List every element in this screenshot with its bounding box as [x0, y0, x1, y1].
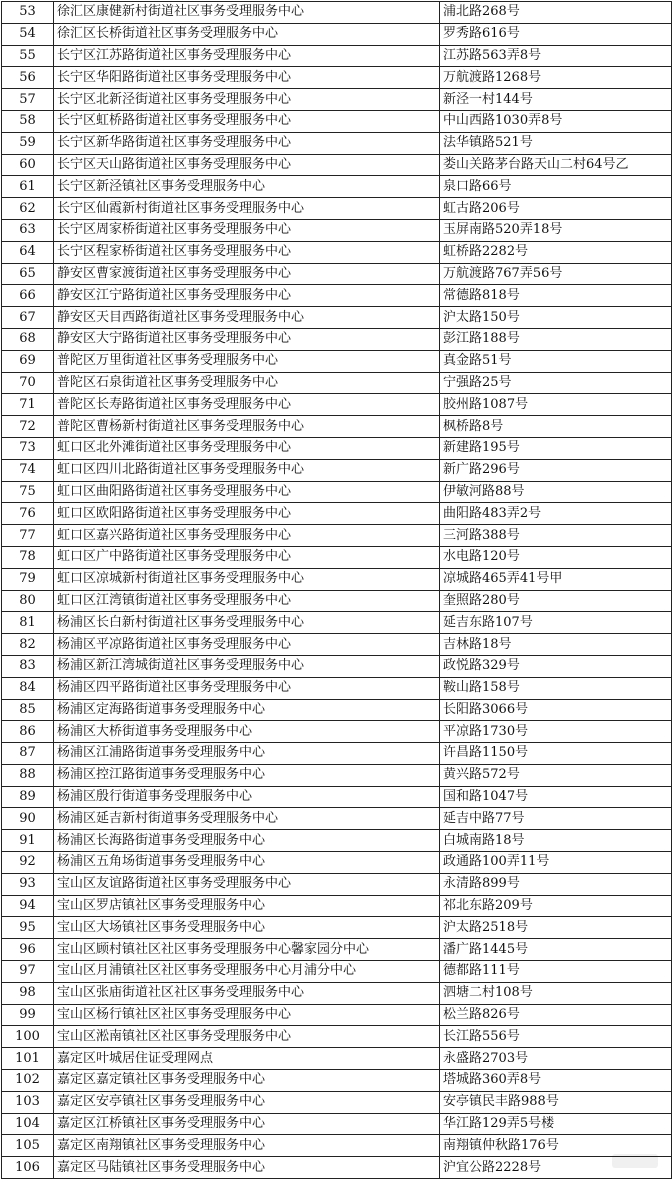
service-center-table [1, 1, 672, 1179]
row-number: 93 [2, 873, 54, 895]
center-address: 娄山关路茅台路天山二村64号乙 [440, 154, 672, 176]
center-address: 曲阳路483弄2号 [440, 503, 672, 525]
table-row [2, 655, 672, 677]
center-address: 奎照路280号 [440, 590, 672, 612]
table-row [2, 612, 672, 634]
center-address: 玉屏南路520弄18号 [440, 219, 672, 241]
center-name: 虹口区北外滩街道社区事务受理服务中心 [54, 437, 440, 459]
table-row [2, 939, 672, 961]
table-row [2, 852, 672, 874]
center-name: 长宁区华阳路街道社区事务受理服务中心 [54, 67, 440, 89]
table-row [2, 590, 672, 612]
center-address: 德都路111号 [440, 961, 672, 983]
center-address: 平凉路1730号 [440, 721, 672, 743]
row-number: 61 [2, 176, 54, 198]
center-address: 延吉中路77号 [440, 808, 672, 830]
center-address: 虹桥路2282号 [440, 241, 672, 263]
center-name: 杨浦区控江路街道事务受理服务中心 [54, 764, 440, 786]
row-number: 69 [2, 350, 54, 372]
center-address: 黄兴路572号 [440, 764, 672, 786]
center-address: 常德路818号 [440, 285, 672, 307]
table-row [2, 285, 672, 307]
center-name: 长宁区虹桥路街道社区事务受理服务中心 [54, 110, 440, 132]
center-name: 虹口区欧阳路街道社区事务受理服务中心 [54, 503, 440, 525]
row-number: 83 [2, 655, 54, 677]
row-number: 85 [2, 699, 54, 721]
center-name: 静安区天目西路街道社区事务受理服务中心 [54, 307, 440, 329]
table-row [2, 634, 672, 656]
center-address: 安亭镇民丰路988号 [440, 1091, 672, 1113]
center-address: 虹古路206号 [440, 198, 672, 220]
center-name: 长宁区北新泾街道社区事务受理服务中心 [54, 89, 440, 111]
table-row [2, 873, 672, 895]
row-number: 94 [2, 895, 54, 917]
row-number: 74 [2, 459, 54, 481]
table-row [2, 503, 672, 525]
row-number: 70 [2, 372, 54, 394]
center-address: 祁北东路209号 [440, 895, 672, 917]
row-number: 98 [2, 982, 54, 1004]
row-number: 60 [2, 154, 54, 176]
row-number: 54 [2, 23, 54, 45]
table-row [2, 721, 672, 743]
table-row [2, 568, 672, 590]
row-number: 55 [2, 45, 54, 67]
center-address: 伊敏河路88号 [440, 481, 672, 503]
center-address: 国和路1047号 [440, 786, 672, 808]
row-number: 90 [2, 808, 54, 830]
center-name: 杨浦区五角场街道事务受理服务中心 [54, 852, 440, 874]
table-row [2, 743, 672, 765]
center-name: 嘉定区叶城居住证受理网点 [54, 1048, 440, 1070]
center-address: 法华镇路521号 [440, 132, 672, 154]
center-address: 沪太路150号 [440, 307, 672, 329]
center-address: 鞍山路158号 [440, 677, 672, 699]
center-name: 长宁区天山路街道社区事务受理服务中心 [54, 154, 440, 176]
table-row [2, 1113, 672, 1135]
row-number: 96 [2, 939, 54, 961]
center-address: 松兰路826号 [440, 1004, 672, 1026]
center-address: 沪宜公路2228号 [440, 1157, 672, 1179]
center-address: 华江路129弄5号楼 [440, 1113, 672, 1135]
center-name: 嘉定区马陆镇社区事务受理服务中心 [54, 1157, 440, 1179]
center-name: 宝山区顾村镇社区社区事务受理服务中心馨家园分中心 [54, 939, 440, 961]
table-row [2, 699, 672, 721]
center-name: 杨浦区新江湾城街道社区事务受理服务中心 [54, 655, 440, 677]
center-name: 长宁区新华路街道社区事务受理服务中心 [54, 132, 440, 154]
center-name: 徐汇区康健新村街道社区事务受理服务中心 [54, 2, 440, 24]
center-name: 杨浦区长白新村街道社区事务受理服务中心 [54, 612, 440, 634]
table-row [2, 241, 672, 263]
table-row [2, 110, 672, 132]
center-name: 长宁区程家桥街道社区事务受理服务中心 [54, 241, 440, 263]
center-name: 宝山区月浦镇社区社区事务受理服务中心月浦分中心 [54, 961, 440, 983]
row-number: 56 [2, 67, 54, 89]
center-address: 宁强路25号 [440, 372, 672, 394]
center-address: 长阳路3066号 [440, 699, 672, 721]
row-number: 88 [2, 764, 54, 786]
center-address: 政悦路329号 [440, 655, 672, 677]
row-number: 59 [2, 132, 54, 154]
table-row [2, 372, 672, 394]
center-name: 普陀区曹杨新村街道社区事务受理服务中心 [54, 416, 440, 438]
center-name: 普陀区长寿路街道社区事务受理服务中心 [54, 394, 440, 416]
center-address: 白城南路18号 [440, 830, 672, 852]
table-row [2, 808, 672, 830]
center-address: 沪太路2518号 [440, 917, 672, 939]
table-row [2, 2, 672, 24]
row-number: 105 [2, 1135, 54, 1157]
center-name: 嘉定区南翔镇社区事务受理服务中心 [54, 1135, 440, 1157]
row-number: 72 [2, 416, 54, 438]
row-number: 99 [2, 1004, 54, 1026]
table-row [2, 89, 672, 111]
table-row [2, 917, 672, 939]
row-number: 92 [2, 852, 54, 874]
center-address: 三河路388号 [440, 525, 672, 547]
table-row [2, 350, 672, 372]
table-row [2, 416, 672, 438]
table-row [2, 1135, 672, 1157]
center-name: 杨浦区江浦路街道事务受理服务中心 [54, 743, 440, 765]
center-address: 政通路100弄11号 [440, 852, 672, 874]
row-number: 68 [2, 328, 54, 350]
row-number: 103 [2, 1091, 54, 1113]
row-number: 66 [2, 285, 54, 307]
row-number: 79 [2, 568, 54, 590]
table-row [2, 198, 672, 220]
table-row [2, 830, 672, 852]
center-name: 虹口区广中路街道社区事务受理服务中心 [54, 546, 440, 568]
center-name: 虹口区江湾镇街道社区事务受理服务中心 [54, 590, 440, 612]
table-row [2, 176, 672, 198]
table-row [2, 45, 672, 67]
table-row [2, 1157, 672, 1179]
table-row [2, 1004, 672, 1026]
center-name: 杨浦区定海路街道事务受理服务中心 [54, 699, 440, 721]
table-row [2, 459, 672, 481]
row-number: 75 [2, 481, 54, 503]
row-number: 57 [2, 89, 54, 111]
table-body [2, 2, 672, 1179]
row-number: 104 [2, 1113, 54, 1135]
row-number: 97 [2, 961, 54, 983]
table-row [2, 132, 672, 154]
row-number: 102 [2, 1070, 54, 1092]
table-row [2, 263, 672, 285]
center-name: 普陀区万里街道社区事务受理服务中心 [54, 350, 440, 372]
row-number: 80 [2, 590, 54, 612]
center-name: 静安区江宁路街道社区事务受理服务中心 [54, 285, 440, 307]
table-row [2, 219, 672, 241]
center-name: 普陀区石泉街道社区事务受理服务中心 [54, 372, 440, 394]
table-row [2, 1091, 672, 1113]
table-row [2, 481, 672, 503]
row-number: 64 [2, 241, 54, 263]
center-name: 宝山区罗店镇社区事务受理服务中心 [54, 895, 440, 917]
center-address: 吉林路18号 [440, 634, 672, 656]
center-name: 徐汇区长桥街道社区事务受理服务中心 [54, 23, 440, 45]
table-row [2, 786, 672, 808]
center-address: 永盛路2703号 [440, 1048, 672, 1070]
table-row [2, 677, 672, 699]
row-number: 76 [2, 503, 54, 525]
center-address: 新广路296号 [440, 459, 672, 481]
row-number: 84 [2, 677, 54, 699]
row-number: 87 [2, 743, 54, 765]
center-name: 宝山区杨行镇社区社区事务受理服务中心 [54, 1004, 440, 1026]
center-name: 宝山区张庙街道社区社区事务受理服务中心 [54, 982, 440, 1004]
center-address: 新泾一村144号 [440, 89, 672, 111]
row-number: 89 [2, 786, 54, 808]
center-address: 江苏路563弄8号 [440, 45, 672, 67]
center-address: 泉口路66号 [440, 176, 672, 198]
row-number: 101 [2, 1048, 54, 1070]
row-number: 106 [2, 1157, 54, 1179]
table-row [2, 307, 672, 329]
table-row [2, 895, 672, 917]
table-row [2, 67, 672, 89]
row-number: 82 [2, 634, 54, 656]
center-name: 长宁区周家桥街道社区事务受理服务中心 [54, 219, 440, 241]
row-number: 58 [2, 110, 54, 132]
center-name: 静安区大宁路街道社区事务受理服务中心 [54, 328, 440, 350]
center-name: 虹口区曲阳路街道社区事务受理服务中心 [54, 481, 440, 503]
center-name: 宝山区大场镇社区事务受理服务中心 [54, 917, 440, 939]
center-address: 南翔镇仲秋路176号 [440, 1135, 672, 1157]
row-number: 100 [2, 1026, 54, 1048]
center-address: 浦北路268号 [440, 2, 672, 24]
center-name: 嘉定区嘉定镇社区事务受理服务中心 [54, 1070, 440, 1092]
table-row [2, 437, 672, 459]
center-name: 静安区曹家渡街道社区事务受理服务中心 [54, 263, 440, 285]
center-name: 虹口区四川北路街道社区事务受理服务中心 [54, 459, 440, 481]
row-number: 53 [2, 2, 54, 24]
center-name: 长宁区仙霞新村街道社区事务受理服务中心 [54, 198, 440, 220]
center-address: 潘广路1445号 [440, 939, 672, 961]
center-name: 嘉定区安亭镇社区事务受理服务中心 [54, 1091, 440, 1113]
center-name: 杨浦区平凉路街道社区事务受理服务中心 [54, 634, 440, 656]
center-address: 新建路195号 [440, 437, 672, 459]
center-name: 杨浦区延吉新村街道事务受理服务中心 [54, 808, 440, 830]
center-address: 许昌路1150号 [440, 743, 672, 765]
row-number: 81 [2, 612, 54, 634]
table-row [2, 23, 672, 45]
center-address: 万航渡路767弄56号 [440, 263, 672, 285]
row-number: 71 [2, 394, 54, 416]
row-number: 63 [2, 219, 54, 241]
center-address: 万航渡路1268号 [440, 67, 672, 89]
center-address: 真金路51号 [440, 350, 672, 372]
center-address: 延吉东路107号 [440, 612, 672, 634]
center-address: 彭江路188号 [440, 328, 672, 350]
table-row [2, 546, 672, 568]
table-row [2, 1048, 672, 1070]
center-name: 杨浦区殷行街道事务受理服务中心 [54, 786, 440, 808]
center-name: 嘉定区江桥镇社区事务受理服务中心 [54, 1113, 440, 1135]
table-row [2, 525, 672, 547]
row-number: 86 [2, 721, 54, 743]
row-number: 78 [2, 546, 54, 568]
center-address: 凉城路465弄41号甲 [440, 568, 672, 590]
table-row [2, 764, 672, 786]
center-name: 虹口区凉城新村街道社区事务受理服务中心 [54, 568, 440, 590]
center-address: 胶州路1087号 [440, 394, 672, 416]
center-address: 长江路556号 [440, 1026, 672, 1048]
center-address: 枫桥路8号 [440, 416, 672, 438]
table-row [2, 961, 672, 983]
center-name: 宝山区淞南镇社区社区事务受理服务中心 [54, 1026, 440, 1048]
center-address: 中山西路1030弄8号 [440, 110, 672, 132]
center-name: 杨浦区四平路街道社区事务受理服务中心 [54, 677, 440, 699]
center-name: 宝山区友谊路街道社区事务受理服务中心 [54, 873, 440, 895]
table-row [2, 328, 672, 350]
table-row [2, 1026, 672, 1048]
center-address: 泗塘二村108号 [440, 982, 672, 1004]
center-address: 罗秀路616号 [440, 23, 672, 45]
row-number: 62 [2, 198, 54, 220]
center-name: 杨浦区大桥街道事务受理服务中心 [54, 721, 440, 743]
center-name: 杨浦区长海路街道事务受理服务中心 [54, 830, 440, 852]
row-number: 73 [2, 437, 54, 459]
row-number: 65 [2, 263, 54, 285]
center-name: 长宁区江苏路街道社区事务受理服务中心 [54, 45, 440, 67]
center-address: 塔城路360弄8号 [440, 1070, 672, 1092]
table-row [2, 982, 672, 1004]
table-row [2, 394, 672, 416]
center-name: 虹口区嘉兴路街道社区事务受理服务中心 [54, 525, 440, 547]
table-row [2, 1070, 672, 1092]
row-number: 77 [2, 525, 54, 547]
center-address: 永清路899号 [440, 873, 672, 895]
center-name: 长宁区新泾镇社区事务受理服务中心 [54, 176, 440, 198]
watermark-logo [612, 1154, 658, 1168]
center-address: 水电路120号 [440, 546, 672, 568]
row-number: 91 [2, 830, 54, 852]
table-row [2, 154, 672, 176]
row-number: 67 [2, 307, 54, 329]
row-number: 95 [2, 917, 54, 939]
